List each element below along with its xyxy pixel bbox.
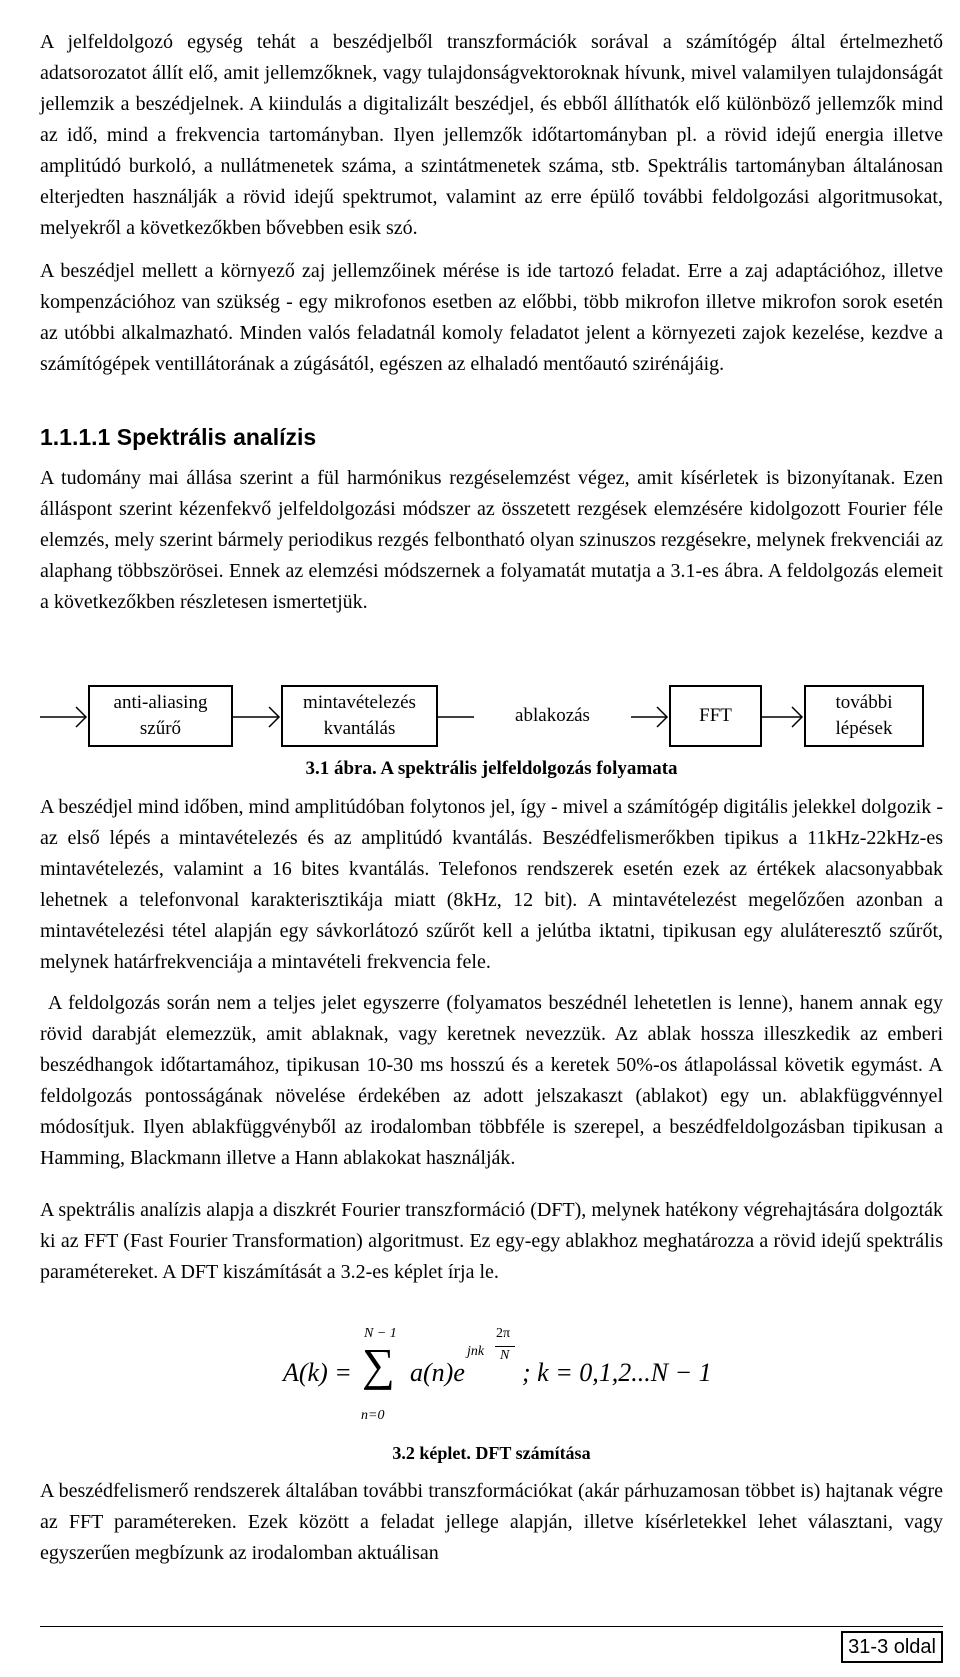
- section-heading: 1.1.1.1 Spektrális analízis: [40, 424, 317, 450]
- formula-exponent-numerator: 2π: [496, 1326, 511, 1341]
- paragraph-fourier: A tudomány mai állása szerint a fül harmónikus rezgéselemzést végez, amit kísérletek is bizonyítanak. Ezen álláspont szerint kézenfekvő jelfeldolgozási módszer az összetett rezgések elemzésére kidolgozott Fourier féle elemzés, mely szerint bármely periodikus rezgés felbontható olyan szinuszos rezgésekre, melynek frekvenciái az alaphang többszörösei. Ennek az elemzési módszernek a folyamatát mutatja a 3.1-es ábra. A feldolgozás elemeit a következőkben részletesen ismertetjük.: [40, 467, 943, 613]
- arrow-icon: [762, 705, 804, 729]
- formula-body: a(n)e: [410, 1358, 465, 1387]
- flow-box-label: anti-aliasing: [113, 692, 208, 713]
- flow-box-label: ablakozás: [515, 705, 590, 726]
- arrow-icon: [233, 705, 281, 729]
- flow-box-label: szűrő: [139, 718, 182, 739]
- dft-formula: [40, 1322, 943, 1432]
- formula-sum-upper: N − 1: [364, 1326, 397, 1341]
- fraction-bar: [495, 1346, 515, 1347]
- formula-exponent-denominator: N: [500, 1348, 510, 1363]
- flow-box-label: mintavételezés: [303, 692, 416, 713]
- paragraph-intro: A jelfeldolgozó egység tehát a beszédjelből transzformációk sorával a számítógép által értelmezhető adatsorozatot állít elő, amit jellemzőknek, vagy tulajdonságvektoroknak hívunk, mivel valamilyen tulajdonságát jellemzik a beszédjelnek. A kiindulás a digitalizált beszédjel, és ebből állíthatók elő különböző jellemzők mind az idő, mind a frekvencia tartományban. Ilyen jellemzők időtartományban pl. a rövid idejű energia illetve amplitúdó burkoló, a nullátmenetek száma, a szintátmenetek száma, stb. Spektrális tartományban általánosan elterjedten használják a rövid idejű spektrumot, valamint az erre épülő további feldolgozási algoritmusokat, melyekről a következőkben bővebben esik szó.: [40, 31, 943, 239]
- flow-box-further-steps: [804, 685, 924, 747]
- footer-divider: [40, 1626, 943, 1627]
- paragraph-transforms: A beszédfelismerő rendszerek általában további transzformációkat (akár párhuzamosan többet is) hajtanak végre az FFT paramétereken. Ezek között a feladat jellege alapján, illetve kísérletekkel lehet választani, vagy egyszerűen megbízunk az irodalomban aktuálisan: [40, 1480, 943, 1564]
- flow-box-label: lépések: [835, 718, 893, 739]
- flow-box-label: FFT: [699, 705, 732, 726]
- paragraph-windowing: A feldolgozás során nem a teljes jelet egyszerre (folyamatos beszédnél lehetetlen is lenne), hanem annak egy rövid darabját elemezzük, amit ablaknak, vagy keretnek nevezzük. Az ablak hossza illeszkedik az emberi beszédhangok időtartamához, tipikusan 10-30 ms hosszú és a keretek 50%-os átlapolással követik egymást. A feldolgozás pontosságának növelése érdekében az adott jelszakaszt (ablakot) egy un. ablakfüggvénnyel módosítjuk. Ilyen ablakfüggvényből az irodalomban többféle is szerepel, a beszédfeldolgozásban tipikusan a Hamming, Blackmann illetve a Hann ablakokat használják.: [40, 992, 943, 1169]
- flow-box-windowing: [474, 685, 631, 747]
- process-flow-diagram: [40, 685, 943, 749]
- formula-exponent-prefix: jnk: [467, 1344, 485, 1359]
- page-number: 31-3 oldal: [841, 1631, 943, 1663]
- formula-tail: ; k = 0,1,2...N − 1: [522, 1358, 712, 1387]
- formula-sum-lower: n=0: [361, 1408, 385, 1423]
- flow-box-fft: [669, 685, 762, 747]
- sigma-icon: ∑: [362, 1339, 395, 1390]
- flow-box-label: további: [835, 692, 893, 713]
- line-connector: [438, 705, 474, 729]
- formula-caption: 3.2 képlet. DFT számítása: [392, 1443, 591, 1463]
- flow-box-anti-aliasing: [88, 685, 233, 747]
- flow-box-label: kvantálás: [323, 718, 396, 739]
- paragraph-dft: A spektrális analízis alapja a diszkrét Fourier transzformáció (DFT), melynek hatékony végrehajtására dolgozták ki az FFT (Fast Fourier Transformation) algoritmust. Ez egy-egy ablakhoz meghatározza a rövid idejű spektrális paramétereket. A DFT kiszámítását a 3.2-es képlet írja le.: [40, 1199, 943, 1283]
- arrow-icon: [631, 705, 669, 729]
- arrow-icon: [40, 705, 88, 729]
- paragraph-sampling: A beszédjel mind időben, mind amplitúdóban folytonos jel, így - mivel a számítógép digitális jelekkel dolgozik - az első lépés a mintavételezés és az amplitúdó kvantálás. Beszédfelismerőkben tipikus a 11kHz-22kHz-es mintavételezés, valamint a 16 bites kvantálás. Telefonos rendszerek esetén ezek az értékek alacsonyabbak lehetnek a telefonvonal karakterisztikája miatt (8kHz, 12 bit). A mintavételezést megelőzően azonban a mintavételezési tétel alapján egy sávkorlátozó szűrőt kell a jelútba iktatni, tipikusan egy aluláteresztő szűrőt, melynek határfrekvenciája a mintavételi frekvencia fele.: [40, 796, 943, 973]
- figure-caption: 3.1 ábra. A spektrális jelfeldolgozás folyamata: [305, 758, 678, 779]
- paragraph-noise: A beszédjel mellett a környező zaj jellemzőinek mérése is ide tartozó feladat. Erre a zaj adaptációhoz, illetve kompenzációhoz van szükség - egy mikrofonos esetben az előbbi, több mikrofon illetve mikrofon sorok esetén az utóbbi alkalmazható. Minden valós feladatnál komoly feladatot jelent a környezeti zajok kezelése, kezdve a számítógépek ventillátorának a zúgásától, egészen az elhaladó mentőautó szirénájáig.: [40, 260, 943, 375]
- formula-lhs: A(k) =: [283, 1358, 352, 1387]
- flow-box-sampling: [281, 685, 438, 747]
